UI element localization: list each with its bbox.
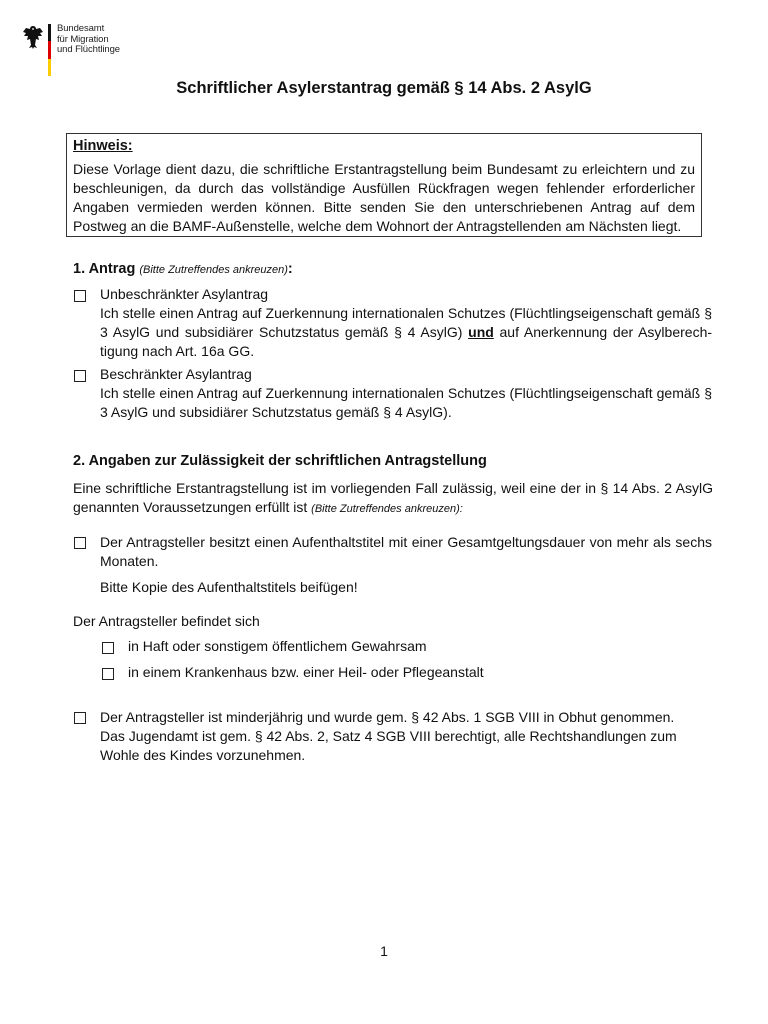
section2-hint: (Bitte Zutreffendes ankreuzen): [311,503,463,515]
unrestricted-application-checkbox[interactable] [74,290,86,302]
page-title: Schriftlicher Asylerstantrag gemäß § 14 Abs. 2 AsylG [176,79,592,97]
unrestricted-text-after: auf Anerkennung der Asylberech-tigung nach Art. 16a GG. [100,324,713,359]
flag-bar-black [48,24,51,41]
section2-intro [73,479,713,519]
restricted-application-text: Ich stelle einen Antrag auf Zuerkennung internationalen Schutzes (Flüchtlingseigenschaft gemäß § 3 AsylG und subsidiärer Schutzstatus gemäß § 4 AsylG). [100,385,712,420]
section1-colon: : [287,261,293,277]
detention-option-label: in Haft oder sonstigem öffentlichem Gewahrsam [128,638,427,654]
restricted-application-checkbox[interactable] [74,370,86,382]
federal-eagle-icon [22,24,44,50]
section1-heading [73,261,293,277]
page-number: 1 [380,943,388,959]
unrestricted-text-before: Ich stelle einen Antrag auf Zuerkennung internationalen Schutzes (Flüchtlingseigenschaft gemäß § 3 AsylG und subsidiärer Schutzstatus gemäß § 4 AsylG) [100,305,712,340]
flag-bar-red [48,41,51,58]
location-label: Der Antragsteller befindet sich [73,613,260,629]
agency-line-2: für Migration [57,33,109,45]
agency-name [57,24,120,56]
minor-option [100,708,690,765]
hospital-option-label: in einem Krankenhaus bzw. einer Heil- oder Pflegeanstalt [128,664,484,680]
detention-checkbox[interactable] [102,642,114,654]
restricted-application-option [100,365,712,422]
note-body: Diese Vorlage dient dazu, die schriftliche Erstantragstellung beim Bundesamt zu erleichtern und zu beschleunigen, da durch das vollständige Ausfüllen Rückfragen wegen fehlender erforderlicher Angaben vermieden werden können. Bitte senden Sie den unterschriebenen Antrag auf dem Postweg an die BAMF-Außenstelle, welche dem Wohnort der Antragstellenden am Nächsten liegt. [73,161,695,234]
note-box [66,133,702,237]
note-heading: Hinweis: [73,138,133,154]
residence-permit-note: Bitte Kopie des Aufenthaltstitels beifügen! [100,579,358,595]
agency-line-3: und Flüchtlinge [57,44,120,55]
residence-permit-text: Der Antragsteller besitzt einen Aufenthaltstitel mit einer Gesamtgeltungsdauer von mehr als sechs Monaten. [100,534,712,569]
section2-heading: 2. Angaben zur Zulässigkeit der schriftlichen Antragstellung [73,453,487,469]
hospital-checkbox[interactable] [102,668,114,680]
unrestricted-application-text [100,304,712,361]
unrestricted-application-title: Unbeschränkter Asylantrag [100,286,269,302]
minor-checkbox[interactable] [74,712,86,724]
emphasis-und: und [468,324,494,340]
minor-option-text: Der Antragsteller ist minderjährig und wurde gem. § 42 Abs. 1 SGB VIII in Obhut genommen. Das Jugendamt ist gem. § 42 Abs. 2, Satz 4 SGB VIII berechtigt, alle Rechtshandlungen zum Wohle des Kindes vorzunehmen. [100,709,677,763]
agency-line-1: Bundesamt [57,23,105,34]
flag-bar-gold [48,59,51,76]
section1-title: 1. Antrag [73,261,136,277]
unrestricted-application-option [100,285,712,361]
flag-bars [48,24,51,76]
section1-hint: (Bitte Zutreffendes ankreuzen) [139,264,288,276]
restricted-application-title: Beschränkter Asylantrag [100,366,252,382]
residence-permit-option [100,533,712,597]
residence-permit-checkbox[interactable] [74,537,86,549]
section2-intro-text: Eine schriftliche Erstantragstellung ist im vorliegenden Fall zulässig, weil eine der in § 14 Abs. 2 AsylG genannten Voraussetzungen erfüllt ist [73,480,713,515]
